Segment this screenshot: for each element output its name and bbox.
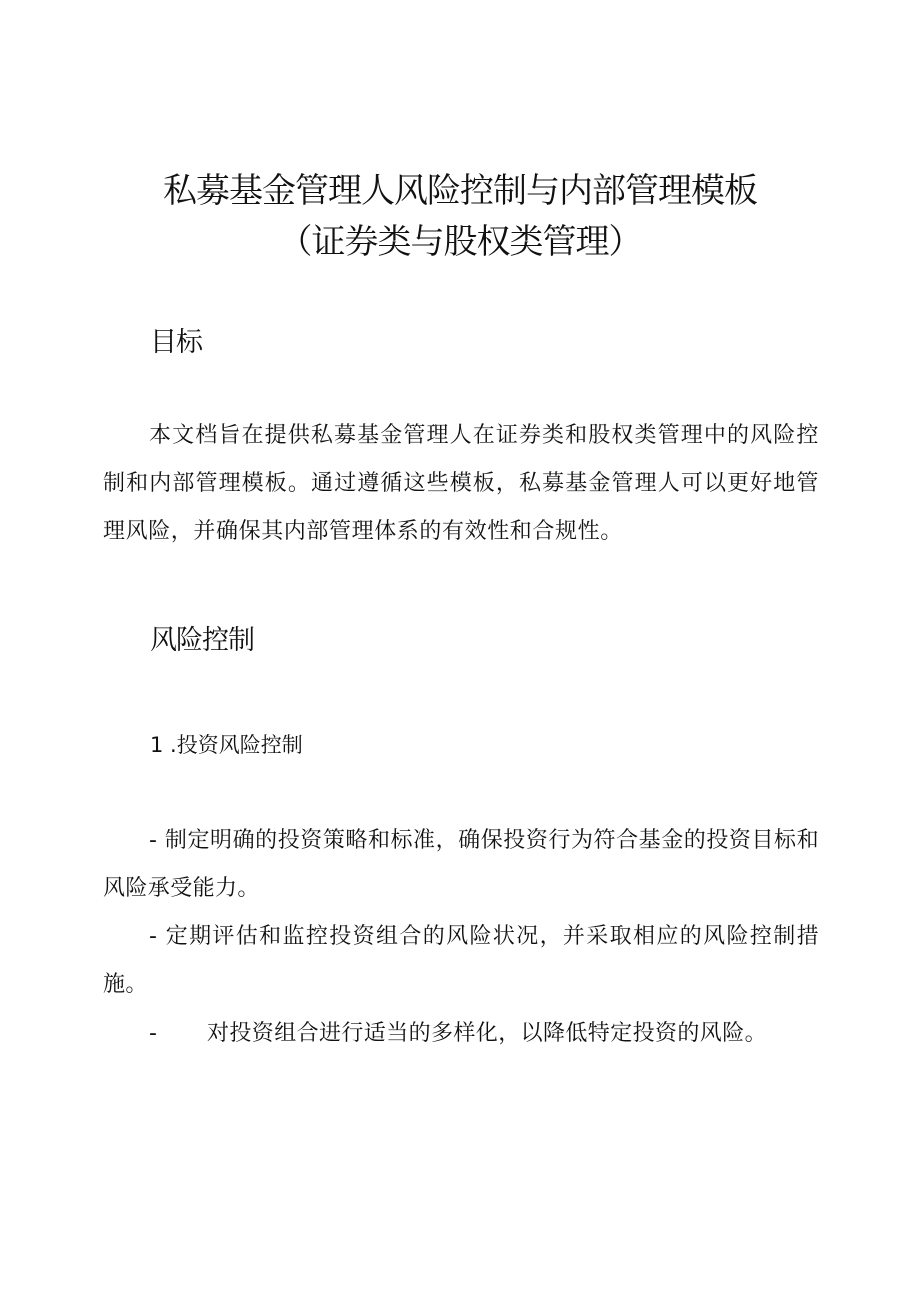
bullet-item-2: - 定期评估和监控投资组合的风险状况，并采取相应的风险控制措施。 (103, 924, 819, 997)
section-heading-risk-control: 风险控制 (150, 625, 254, 656)
bullet-dash: - (149, 1021, 158, 1046)
subsection-investment-risk: 1 .投资风险控制 (150, 733, 303, 757)
section-heading-goal: 目标 (150, 327, 202, 358)
document-title-line-2: （证券类与股权类管理） (278, 222, 642, 262)
bullet-item-3-text: 对投资组合进行适当的多样化，以降低特定投资的风险。 (207, 1021, 768, 1046)
bullet-item-1: - 制定明确的投资策略和标准，确保投资行为符合基金的投资目标和风险承受能力。 (103, 828, 819, 901)
document-title-line-1: 私募基金管理人风险控制与内部管理模板 (163, 171, 757, 211)
goal-paragraph: 本文档旨在提供私募基金管理人在证券类和股权类管理中的风险控制和内部管理模板。通过遵循这些模板，私募基金管理人可以更好地管理风险，并确保其内部管理体系的有效性和合规性。 (103, 423, 819, 544)
bullet-item-3 (103, 1010, 819, 1058)
